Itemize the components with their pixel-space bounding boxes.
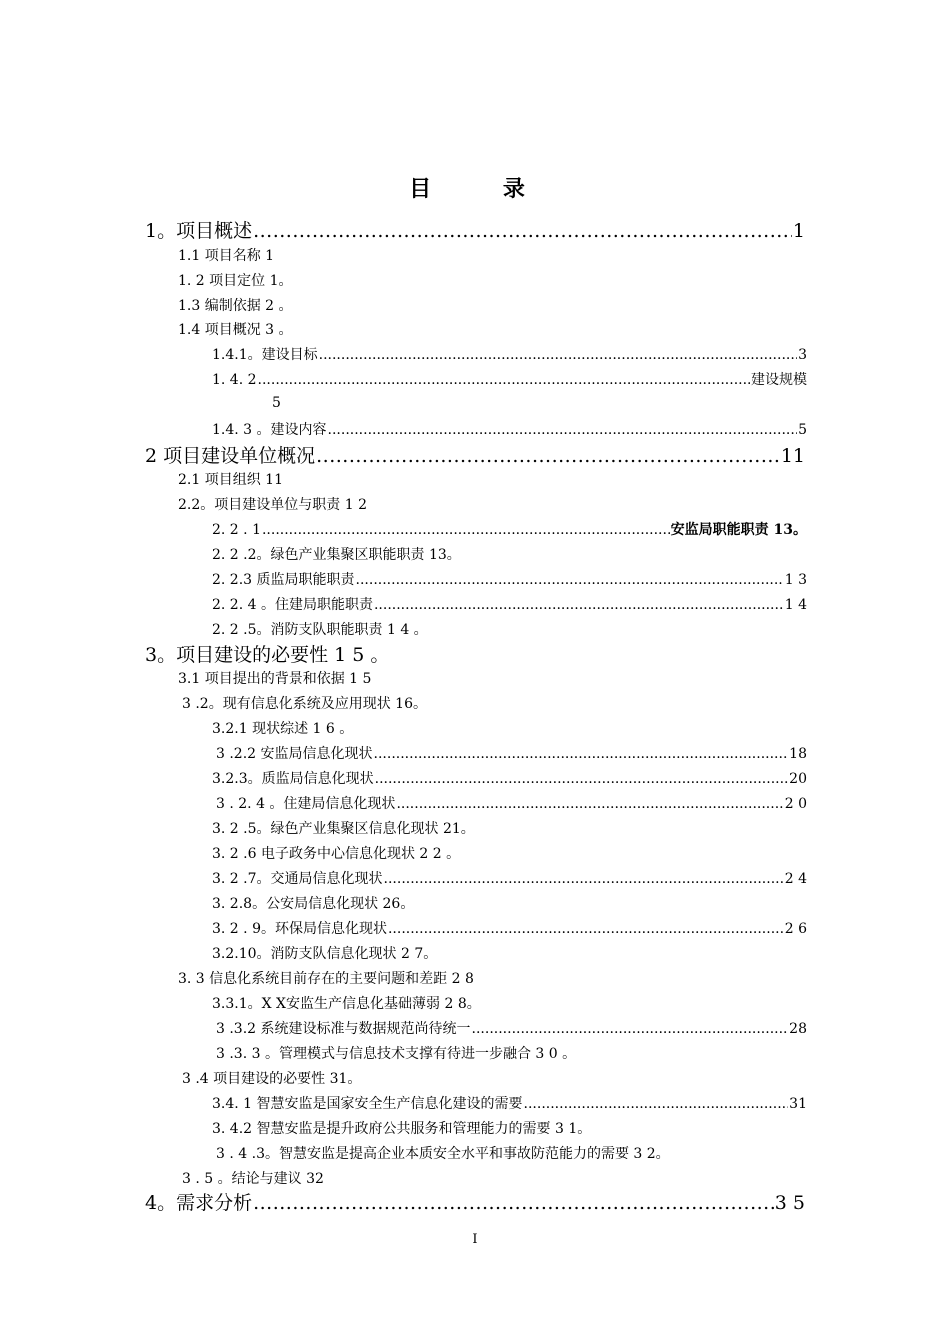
toc-entry-text: 1.4 项目概况 3 。 — [178, 322, 293, 338]
toc-entry-text: 3. 4.2 智慧安监是提升政府公共服务和管理能力的需要 3 1。 — [212, 1121, 592, 1137]
toc-entry-text: 4。需求分析 — [145, 1192, 253, 1214]
toc-entry[interactable] — [212, 419, 807, 439]
toc-entry-text: 3. 2 .7。交通局信息化现状 — [212, 871, 383, 887]
toc-entry-text: 3 . 4 .3。智慧安监是提高企业本质安全水平和事故防范能力的需要 3 2。 — [216, 1146, 670, 1162]
dot-leader — [396, 796, 783, 812]
toc-entry-page: 20 — [789, 771, 807, 787]
toc-entry-page: 3 5 — [774, 1192, 805, 1214]
toc-entry-text: 3 .4 项目建设的必要性 31。 — [182, 1071, 362, 1087]
toc-entry-text: 3. 2 . 9。环保局信息化现状 — [212, 921, 387, 937]
toc-entry[interactable] — [145, 216, 805, 242]
toc-entry-text: 3. 2 .5。绿色产业集聚区信息化现状 21。 — [212, 821, 475, 837]
toc-entry-text: 3 . 2. 4 。住建局信息化现状 — [216, 796, 396, 812]
toc-entry-text: 2. 2. 4 。住建局职能职责 — [212, 597, 373, 613]
toc-entry-text: 1.4. 3 。建设内容 — [212, 422, 327, 438]
toc-entry[interactable] — [182, 1168, 324, 1188]
dot-leader — [388, 921, 784, 937]
toc-entry[interactable] — [212, 594, 807, 614]
toc-entry-text: 3 .3. 3 。管理模式与信息技术支撑有待进一步融合 3 0 。 — [216, 1046, 577, 1062]
toc-entry[interactable] — [212, 369, 807, 389]
toc-entry[interactable] — [178, 968, 474, 988]
toc-entry[interactable] — [178, 319, 293, 339]
dot-leader — [356, 572, 784, 588]
toc-entry[interactable] — [178, 494, 367, 514]
toc-entry[interactable] — [212, 943, 437, 963]
dot-leader — [258, 372, 750, 388]
dot-leader — [316, 445, 780, 467]
toc-entry-text: 2.1 项目组织 11 — [178, 472, 283, 488]
toc-entry-text: 1. 2 项目定位 1。 — [178, 273, 293, 289]
toc-entry-page: 建设规模 — [751, 372, 807, 388]
toc-entry[interactable] — [212, 718, 353, 738]
toc-entry-page: 18 — [789, 746, 807, 762]
toc-entry-page: 2 0 — [784, 796, 807, 812]
dot-leader — [375, 771, 789, 787]
toc-entry-text: 1.3 编制依据 2 。 — [178, 298, 293, 314]
toc-entry-text: 3.1 项目提出的背景和依据 1 5 — [178, 671, 372, 687]
toc-entry-page: 3 — [798, 347, 807, 363]
toc-entry-text: 1.1 项目名称 1 — [178, 248, 275, 264]
dot-leader — [384, 871, 784, 887]
toc-entry-text: 3. 3 信息化系统目前存在的主要问题和差距 2 8 — [178, 971, 474, 987]
toc-entry-text: 2. 2 .2。绿色产业集聚区职能职责 13。 — [212, 547, 461, 563]
toc-entry-text: 3.4. 1 智慧安监是国家安全生产信息化建设的需要 — [212, 1096, 523, 1112]
toc-entry[interactable] — [216, 793, 807, 813]
dot-leader — [328, 422, 798, 438]
toc-entry[interactable] — [212, 843, 460, 863]
dot-leader — [253, 220, 792, 242]
toc-entry[interactable] — [212, 818, 475, 838]
toc-entry[interactable] — [216, 1143, 670, 1163]
toc-entry[interactable] — [212, 1118, 591, 1138]
toc-entry-text: 3.2.1 现状综述 1 6 。 — [212, 721, 354, 737]
toc-entry-page: 31 — [789, 1096, 807, 1112]
toc-entry-text: 3 .3.2 系统建设标准与数据规范尚待统一 — [216, 1021, 471, 1037]
toc-entry-page: 安监局职能职责 13。 — [670, 522, 807, 538]
toc-entry[interactable] — [182, 693, 427, 713]
toc-entry-text: 3。项目建设的必要性 1 5 。 — [145, 644, 390, 666]
toc-entry[interactable] — [212, 1093, 807, 1113]
toc-entry[interactable] — [145, 640, 805, 666]
toc-entry[interactable] — [212, 519, 807, 539]
toc-entry[interactable] — [145, 1188, 805, 1214]
toc-entry-page: 2 4 — [784, 871, 807, 887]
toc-entry[interactable] — [212, 893, 414, 913]
toc-entry-page: 5 — [798, 422, 807, 438]
toc-entry-text: 3.3.1。X X安监生产信息化基础薄弱 2 8。 — [212, 996, 481, 1012]
toc-entry[interactable] — [178, 668, 371, 688]
toc-entry-page: 2 6 — [784, 921, 807, 937]
toc-entry-text: 2.2。项目建设单位与职责 1 2 — [178, 497, 367, 513]
toc-entry[interactable] — [178, 295, 293, 315]
toc-entry-page: 28 — [789, 1021, 807, 1037]
toc-entry[interactable] — [212, 569, 807, 589]
dot-leader — [262, 522, 670, 538]
toc-entry[interactable] — [212, 993, 481, 1013]
toc-entry-text: 3.2.10。消防支队信息化现状 2 7。 — [212, 946, 438, 962]
toc-entry-text: 2. 2 .5。消防支队职能职责 1 4 。 — [212, 622, 428, 638]
toc-entry-text: 1.4.1。建设目标 — [212, 347, 318, 363]
toc-entry-text: 3 . 5 。结论与建议 32 — [182, 1171, 324, 1187]
dot-leader — [374, 746, 789, 762]
toc-entry-page: 1 — [792, 220, 805, 242]
toc-entry[interactable] — [212, 918, 807, 938]
toc-entry-text: 2. 2 . 1 — [212, 522, 261, 538]
toc-entry-page: 1 4 — [784, 597, 807, 613]
toc-entry[interactable] — [212, 619, 428, 639]
toc-entry[interactable] — [182, 1068, 361, 1088]
page-number: I — [472, 1232, 478, 1247]
toc-entry[interactable] — [212, 344, 807, 364]
toc-entry-text: 3 .2。现有信息化系统及应用现状 16。 — [182, 696, 427, 712]
toc-entry[interactable] — [212, 544, 461, 564]
toc-entry-text: 3. 2.8。公安局信息化现状 26。 — [212, 896, 415, 912]
toc-entry-page-continued: 5 — [272, 395, 281, 411]
toc-entry-text: 2. 2.3 质监局职能职责 — [212, 572, 355, 588]
toc-entry-text: 3.2.3。质监局信息化现状 — [212, 771, 374, 787]
dot-leader — [524, 1096, 789, 1112]
toc-entry-page: 11 — [780, 445, 805, 467]
toc-entry-page: 1 3 — [784, 572, 807, 588]
toc-entry-text: 1。项目概述 — [145, 220, 253, 242]
toc-entry[interactable] — [216, 743, 807, 763]
dot-leader — [374, 597, 784, 613]
toc-entry[interactable] — [178, 270, 293, 290]
dot-leader — [253, 1192, 774, 1214]
toc-entry[interactable] — [178, 469, 283, 489]
dot-leader — [472, 1021, 789, 1037]
toc-entry[interactable] — [145, 441, 805, 467]
toc-entry-text: 3 .2.2 安监局信息化现状 — [216, 746, 373, 762]
toc-entry[interactable] — [216, 1043, 576, 1063]
dot-leader — [319, 347, 797, 363]
toc-entry[interactable] — [212, 768, 807, 788]
toc-entry[interactable] — [216, 1018, 807, 1038]
toc-entry[interactable] — [212, 868, 807, 888]
toc-entry-text: 2 项目建设单位概况 — [145, 445, 316, 467]
toc-entry[interactable] — [178, 245, 274, 265]
toc-title: 目 录 — [409, 176, 557, 202]
toc-entry-text: 1. 4. 2 — [212, 372, 257, 388]
toc-entry-text: 3. 2 .6 电子政务中心信息化现状 2 2 。 — [212, 846, 461, 862]
